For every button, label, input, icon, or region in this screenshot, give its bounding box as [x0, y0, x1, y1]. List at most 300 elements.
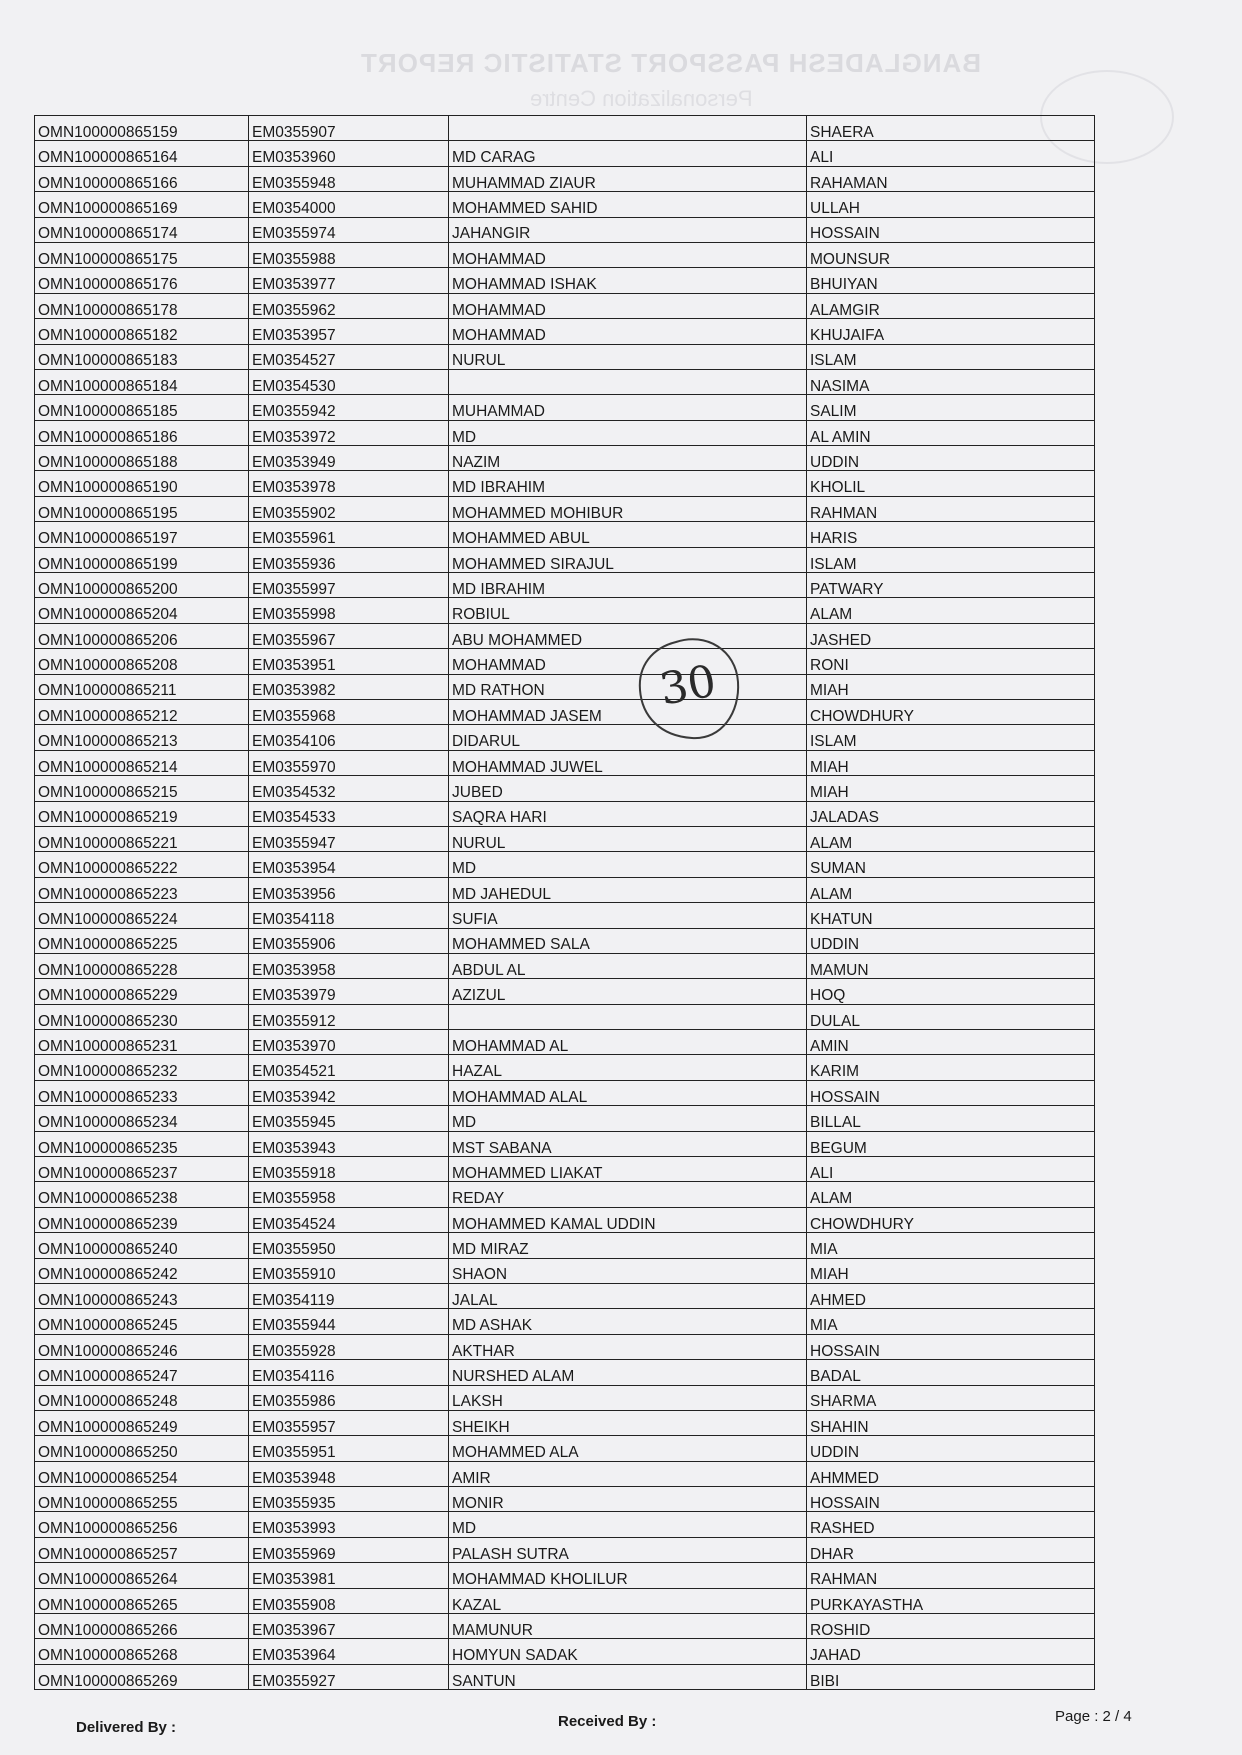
passport-number-cell: EM0355918 [249, 1157, 449, 1182]
surname-cell: ALAMGIR [807, 293, 1095, 318]
given-name-cell: PALASH SUTRA [449, 1537, 807, 1562]
table-row [35, 776, 1095, 801]
application-number-cell: OMN100000865185 [35, 395, 249, 420]
surname-cell: MOUNSUR [807, 242, 1095, 267]
passport-number-cell: EM0355967 [249, 623, 449, 648]
given-name-cell: MOHAMMAD ISHAK [449, 268, 807, 293]
table-row [35, 1309, 1095, 1334]
given-name-cell: MOHAMMAD ALAL [449, 1080, 807, 1105]
table-row [35, 217, 1095, 242]
surname-cell: MIAH [807, 674, 1095, 699]
passport-number-cell: EM0353948 [249, 1461, 449, 1486]
given-name-cell: MOHAMMAD [449, 242, 807, 267]
given-name-cell: MD MIRAZ [449, 1233, 807, 1258]
surname-cell: HOSSAIN [807, 1487, 1095, 1512]
passport-number-cell: EM0353972 [249, 420, 449, 445]
application-number-cell: OMN100000865238 [35, 1182, 249, 1207]
passport-number-cell: EM0353982 [249, 674, 449, 699]
application-number-cell: OMN100000865211 [35, 674, 249, 699]
table-row [35, 1233, 1095, 1258]
given-name-cell: MOHAMMED ALA [449, 1436, 807, 1461]
table-row [35, 1080, 1095, 1105]
given-name-cell [449, 369, 807, 394]
passport-number-cell: EM0353943 [249, 1131, 449, 1156]
table-row [35, 1055, 1095, 1080]
application-number-cell: OMN100000865255 [35, 1487, 249, 1512]
surname-cell: RASHED [807, 1512, 1095, 1537]
passport-number-cell: EM0353981 [249, 1563, 449, 1588]
surname-cell: SUMAN [807, 852, 1095, 877]
table-row [35, 598, 1095, 623]
passport-number-cell: EM0355950 [249, 1233, 449, 1258]
given-name-cell: MD IBRAHIM [449, 573, 807, 598]
passport-number-cell: EM0355948 [249, 166, 449, 191]
given-name-cell: NURSHED ALAM [449, 1360, 807, 1385]
page-number: Page : 2 / 4 [1055, 1708, 1132, 1725]
surname-cell: ISLAM [807, 344, 1095, 369]
passport-number-cell: EM0354118 [249, 903, 449, 928]
table-row [35, 242, 1095, 267]
application-number-cell: OMN100000865197 [35, 522, 249, 547]
application-number-cell: OMN100000865214 [35, 750, 249, 775]
given-name-cell: MOHAMMAD [449, 649, 807, 674]
table-row [35, 446, 1095, 471]
given-name-cell: MD CARAG [449, 141, 807, 166]
table-row [35, 344, 1095, 369]
table-row [35, 852, 1095, 877]
surname-cell: MAMUN [807, 953, 1095, 978]
passport-number-cell: EM0355912 [249, 1004, 449, 1029]
table-row [35, 420, 1095, 445]
application-number-cell: OMN100000865231 [35, 1030, 249, 1055]
table-row [35, 1664, 1095, 1689]
table-row [35, 1258, 1095, 1283]
application-number-cell: OMN100000865159 [35, 116, 249, 141]
table-row [35, 928, 1095, 953]
table-row [35, 1639, 1095, 1664]
passport-number-cell: EM0354533 [249, 801, 449, 826]
surname-cell: ALI [807, 141, 1095, 166]
given-name-cell: AZIZUL [449, 979, 807, 1004]
table-row [35, 1461, 1095, 1486]
table-row [35, 1563, 1095, 1588]
passport-number-cell: EM0355957 [249, 1410, 449, 1435]
surname-cell: SHARMA [807, 1385, 1095, 1410]
passport-number-cell: EM0355961 [249, 522, 449, 547]
handwritten-text: 30 [655, 655, 720, 716]
given-name-cell: MOHAMMAD [449, 293, 807, 318]
surname-cell: RAHMAN [807, 1563, 1095, 1588]
given-name-cell: MD [449, 420, 807, 445]
surname-cell: DHAR [807, 1537, 1095, 1562]
given-name-cell: SAQRA HARI [449, 801, 807, 826]
passport-number-cell: EM0355910 [249, 1258, 449, 1283]
table-row [35, 1436, 1095, 1461]
application-number-cell: OMN100000865223 [35, 877, 249, 902]
passport-number-cell: EM0355947 [249, 826, 449, 851]
surname-cell: KHUJAIFA [807, 319, 1095, 344]
surname-cell: MIAH [807, 1258, 1095, 1283]
passport-number-cell: EM0354530 [249, 369, 449, 394]
given-name-cell: MOHAMMED ABUL [449, 522, 807, 547]
table-row [35, 623, 1095, 648]
application-number-cell: OMN100000865230 [35, 1004, 249, 1029]
application-number-cell: OMN100000865232 [35, 1055, 249, 1080]
passport-number-cell: EM0353954 [249, 852, 449, 877]
passport-number-cell: EM0355969 [249, 1537, 449, 1562]
passport-number-cell: EM0353977 [249, 268, 449, 293]
table-row [35, 471, 1095, 496]
application-number-cell: OMN100000865215 [35, 776, 249, 801]
passport-number-cell: EM0353956 [249, 877, 449, 902]
surname-cell: MIA [807, 1309, 1095, 1334]
application-number-cell: OMN100000865269 [35, 1664, 249, 1689]
surname-cell: AL AMIN [807, 420, 1095, 445]
table-row [35, 801, 1095, 826]
surname-cell: ISLAM [807, 547, 1095, 572]
application-number-cell: OMN100000865246 [35, 1334, 249, 1359]
passport-number-cell: EM0355974 [249, 217, 449, 242]
passport-number-cell: EM0353993 [249, 1512, 449, 1537]
given-name-cell: SHEIKH [449, 1410, 807, 1435]
passport-number-cell: EM0355944 [249, 1309, 449, 1334]
application-number-cell: OMN100000865264 [35, 1563, 249, 1588]
application-number-cell: OMN100000865240 [35, 1233, 249, 1258]
table-row [35, 1106, 1095, 1131]
application-number-cell: OMN100000865225 [35, 928, 249, 953]
table-row [35, 1283, 1095, 1308]
table-row [35, 141, 1095, 166]
surname-cell: CHOWDHURY [807, 1207, 1095, 1232]
application-number-cell: OMN100000865212 [35, 699, 249, 724]
surname-cell: SHAHIN [807, 1410, 1095, 1435]
given-name-cell: ROBIUL [449, 598, 807, 623]
application-number-cell: OMN100000865250 [35, 1436, 249, 1461]
table-row [35, 573, 1095, 598]
handwritten-30-mark [636, 632, 742, 744]
given-name-cell: MOHAMMED SALA [449, 928, 807, 953]
table-row [35, 1207, 1095, 1232]
table-row [35, 293, 1095, 318]
application-number-cell: OMN100000865265 [35, 1588, 249, 1613]
application-number-cell: OMN100000865213 [35, 725, 249, 750]
passport-number-cell: EM0354524 [249, 1207, 449, 1232]
surname-cell: MIAH [807, 750, 1095, 775]
passport-number-cell: EM0353970 [249, 1030, 449, 1055]
table-row [35, 1537, 1095, 1562]
application-number-cell: OMN100000865164 [35, 141, 249, 166]
surname-cell: HOSSAIN [807, 217, 1095, 242]
passport-number-cell: EM0355907 [249, 116, 449, 141]
passport-number-cell: EM0354119 [249, 1283, 449, 1308]
passport-number-cell: EM0355951 [249, 1436, 449, 1461]
application-number-cell: OMN100000865235 [35, 1131, 249, 1156]
passport-number-cell: EM0355958 [249, 1182, 449, 1207]
table-row [35, 725, 1095, 750]
surname-cell: CHOWDHURY [807, 699, 1095, 724]
passport-number-cell: EM0353951 [249, 649, 449, 674]
surname-cell: HOQ [807, 979, 1095, 1004]
given-name-cell: ABDUL AL [449, 953, 807, 978]
application-number-cell: OMN100000865219 [35, 801, 249, 826]
given-name-cell: MOHAMMED LIAKAT [449, 1157, 807, 1182]
given-name-cell: NURUL [449, 826, 807, 851]
given-name-cell: JALAL [449, 1283, 807, 1308]
table-row [35, 877, 1095, 902]
surname-cell: HOSSAIN [807, 1080, 1095, 1105]
passport-number-cell: EM0353978 [249, 471, 449, 496]
application-number-cell: OMN100000865166 [35, 166, 249, 191]
table-row [35, 979, 1095, 1004]
surname-cell: ROSHID [807, 1614, 1095, 1639]
surname-cell: BHUIYAN [807, 268, 1095, 293]
table-row [35, 166, 1095, 191]
table-row [35, 699, 1095, 724]
given-name-cell: LAKSH [449, 1385, 807, 1410]
application-number-cell: OMN100000865257 [35, 1537, 249, 1562]
application-number-cell: OMN100000865266 [35, 1614, 249, 1639]
surname-cell: SALIM [807, 395, 1095, 420]
application-number-cell: OMN100000865245 [35, 1309, 249, 1334]
passport-number-cell: EM0353979 [249, 979, 449, 1004]
given-name-cell: JAHANGIR [449, 217, 807, 242]
application-number-cell: OMN100000865224 [35, 903, 249, 928]
passport-number-cell: EM0354106 [249, 725, 449, 750]
application-number-cell: OMN100000865222 [35, 852, 249, 877]
application-number-cell: OMN100000865243 [35, 1283, 249, 1308]
passport-delivery-table [34, 115, 1095, 1690]
surname-cell: AHMED [807, 1283, 1095, 1308]
passport-number-cell: EM0353942 [249, 1080, 449, 1105]
surname-cell: ULLAH [807, 192, 1095, 217]
surname-cell: BADAL [807, 1360, 1095, 1385]
bleed-through-title: BANGLADESH PASSPORT STATISTIC REPORT [360, 48, 982, 78]
passport-number-cell: EM0355945 [249, 1106, 449, 1131]
given-name-cell: REDAY [449, 1182, 807, 1207]
given-name-cell: NAZIM [449, 446, 807, 471]
surname-cell: ALAM [807, 877, 1095, 902]
given-name-cell: MOHAMMAD [449, 319, 807, 344]
table-row [35, 522, 1095, 547]
given-name-cell: MOHAMMAD JASEM [449, 699, 807, 724]
passport-number-cell: EM0353957 [249, 319, 449, 344]
surname-cell: ALAM [807, 1182, 1095, 1207]
given-name-cell: MD RATHON [449, 674, 807, 699]
passport-number-cell: EM0355908 [249, 1588, 449, 1613]
table-row [35, 496, 1095, 521]
table-row [35, 649, 1095, 674]
given-name-cell: MUHAMMAD [449, 395, 807, 420]
given-name-cell: MOHAMMAD JUWEL [449, 750, 807, 775]
given-name-cell: JUBED [449, 776, 807, 801]
application-number-cell: OMN100000865242 [35, 1258, 249, 1283]
surname-cell: DULAL [807, 1004, 1095, 1029]
passport-number-cell: EM0353964 [249, 1639, 449, 1664]
passport-number-cell: EM0355962 [249, 293, 449, 318]
passport-number-cell: EM0353958 [249, 953, 449, 978]
table-row [35, 1157, 1095, 1182]
surname-cell: JAHAD [807, 1639, 1095, 1664]
given-name-cell: AKTHAR [449, 1334, 807, 1359]
given-name-cell: SUFIA [449, 903, 807, 928]
table-row [35, 192, 1095, 217]
passport-number-cell: EM0354527 [249, 344, 449, 369]
application-number-cell: OMN100000865233 [35, 1080, 249, 1105]
table-row [35, 1182, 1095, 1207]
passport-number-cell: EM0355928 [249, 1334, 449, 1359]
application-number-cell: OMN100000865221 [35, 826, 249, 851]
table-row [35, 395, 1095, 420]
given-name-cell: MOHAMMED MOHIBUR [449, 496, 807, 521]
surname-cell: NASIMA [807, 369, 1095, 394]
passport-number-cell: EM0355998 [249, 598, 449, 623]
given-name-cell: NURUL [449, 344, 807, 369]
given-name-cell: AMIR [449, 1461, 807, 1486]
table-row [35, 1385, 1095, 1410]
given-name-cell: MOHAMMAD KHOLILUR [449, 1563, 807, 1588]
given-name-cell: MOHAMMED SAHID [449, 192, 807, 217]
given-name-cell: MONIR [449, 1487, 807, 1512]
given-name-cell: HOMYUN SADAK [449, 1639, 807, 1664]
application-number-cell: OMN100000865206 [35, 623, 249, 648]
bleed-through-subtitle: Personalization Centre [530, 86, 753, 111]
surname-cell: UDDIN [807, 928, 1095, 953]
table-row [35, 953, 1095, 978]
surname-cell: BIBI [807, 1664, 1095, 1689]
surname-cell: ISLAM [807, 725, 1095, 750]
surname-cell: HARIS [807, 522, 1095, 547]
given-name-cell: MD [449, 852, 807, 877]
table-row [35, 674, 1095, 699]
surname-cell: KHOLIL [807, 471, 1095, 496]
application-number-cell: OMN100000865183 [35, 344, 249, 369]
passport-number-cell: EM0355997 [249, 573, 449, 598]
application-number-cell: OMN100000865182 [35, 319, 249, 344]
surname-cell: PATWARY [807, 573, 1095, 598]
given-name-cell: MST SABANA [449, 1131, 807, 1156]
application-number-cell: OMN100000865199 [35, 547, 249, 572]
surname-cell: MIA [807, 1233, 1095, 1258]
given-name-cell: SANTUN [449, 1664, 807, 1689]
surname-cell: HOSSAIN [807, 1334, 1095, 1359]
application-number-cell: OMN100000865190 [35, 471, 249, 496]
passport-number-cell: EM0355935 [249, 1487, 449, 1512]
delivered-by-label: Delivered By : [76, 1719, 177, 1736]
passport-number-cell: EM0355988 [249, 242, 449, 267]
passport-number-cell: EM0355927 [249, 1664, 449, 1689]
given-name-cell [449, 116, 807, 141]
surname-cell: JALADAS [807, 801, 1095, 826]
table-row [35, 1030, 1095, 1055]
given-name-cell: MOHAMMED KAMAL UDDIN [449, 1207, 807, 1232]
surname-cell: MIAH [807, 776, 1095, 801]
table-row [35, 1334, 1095, 1359]
application-number-cell: OMN100000865249 [35, 1410, 249, 1435]
surname-cell: ALAM [807, 598, 1095, 623]
surname-cell: SHAERA [807, 116, 1095, 141]
given-name-cell: KAZAL [449, 1588, 807, 1613]
given-name-cell: MD IBRAHIM [449, 471, 807, 496]
application-number-cell: OMN100000865169 [35, 192, 249, 217]
given-name-cell: DIDARUL [449, 725, 807, 750]
application-number-cell: OMN100000865239 [35, 1207, 249, 1232]
passport-number-cell: EM0354532 [249, 776, 449, 801]
surname-cell: KHATUN [807, 903, 1095, 928]
given-name-cell: MD JAHEDUL [449, 877, 807, 902]
surname-cell: ALI [807, 1157, 1095, 1182]
surname-cell: BILLAL [807, 1106, 1095, 1131]
table-row [35, 1614, 1095, 1639]
table-row [35, 1588, 1095, 1613]
given-name-cell: MOHAMMED SIRAJUL [449, 547, 807, 572]
table-row [35, 319, 1095, 344]
passport-number-cell: EM0355902 [249, 496, 449, 521]
passport-number-cell: EM0355970 [249, 750, 449, 775]
passport-number-cell: EM0355968 [249, 699, 449, 724]
passport-number-cell: EM0353960 [249, 141, 449, 166]
surname-cell: RONI [807, 649, 1095, 674]
given-name-cell: MD [449, 1106, 807, 1131]
table-row [35, 1410, 1095, 1435]
table-row [35, 1131, 1095, 1156]
table-row [35, 1512, 1095, 1537]
application-number-cell: OMN100000865175 [35, 242, 249, 267]
passport-number-cell: EM0354521 [249, 1055, 449, 1080]
surname-cell: JASHED [807, 623, 1095, 648]
application-number-cell: OMN100000865234 [35, 1106, 249, 1131]
given-name-cell: HAZAL [449, 1055, 807, 1080]
surname-cell: AHMMED [807, 1461, 1095, 1486]
application-number-cell: OMN100000865254 [35, 1461, 249, 1486]
passport-number-cell: EM0355906 [249, 928, 449, 953]
application-number-cell: OMN100000865176 [35, 268, 249, 293]
passport-number-cell: EM0355936 [249, 547, 449, 572]
table-row [35, 1487, 1095, 1512]
application-number-cell: OMN100000865174 [35, 217, 249, 242]
surname-cell: UDDIN [807, 1436, 1095, 1461]
passport-number-cell: EM0353967 [249, 1614, 449, 1639]
application-number-cell: OMN100000865237 [35, 1157, 249, 1182]
surname-cell: PURKAYASTHA [807, 1588, 1095, 1613]
surname-cell: ALAM [807, 826, 1095, 851]
surname-cell: BEGUM [807, 1131, 1095, 1156]
table-row [35, 369, 1095, 394]
table-row [35, 268, 1095, 293]
application-number-cell: OMN100000865248 [35, 1385, 249, 1410]
application-number-cell: OMN100000865229 [35, 979, 249, 1004]
application-number-cell: OMN100000865256 [35, 1512, 249, 1537]
surname-cell: AMIN [807, 1030, 1095, 1055]
passport-number-cell: EM0354000 [249, 192, 449, 217]
application-number-cell: OMN100000865268 [35, 1639, 249, 1664]
table-row [35, 1004, 1095, 1029]
surname-cell: UDDIN [807, 446, 1095, 471]
application-number-cell: OMN100000865200 [35, 573, 249, 598]
application-number-cell: OMN100000865204 [35, 598, 249, 623]
given-name-cell [449, 1004, 807, 1029]
given-name-cell: MUHAMMAD ZIAUR [449, 166, 807, 191]
passport-number-cell: EM0354116 [249, 1360, 449, 1385]
table-row [35, 1360, 1095, 1385]
table-row [35, 750, 1095, 775]
application-number-cell: OMN100000865186 [35, 420, 249, 445]
given-name-cell: MAMUNUR [449, 1614, 807, 1639]
given-name-cell: MOHAMMAD AL [449, 1030, 807, 1055]
received-by-label: Received By : [558, 1713, 657, 1730]
passport-number-cell: EM0353949 [249, 446, 449, 471]
application-number-cell: OMN100000865247 [35, 1360, 249, 1385]
given-name-cell: SHAON [449, 1258, 807, 1283]
